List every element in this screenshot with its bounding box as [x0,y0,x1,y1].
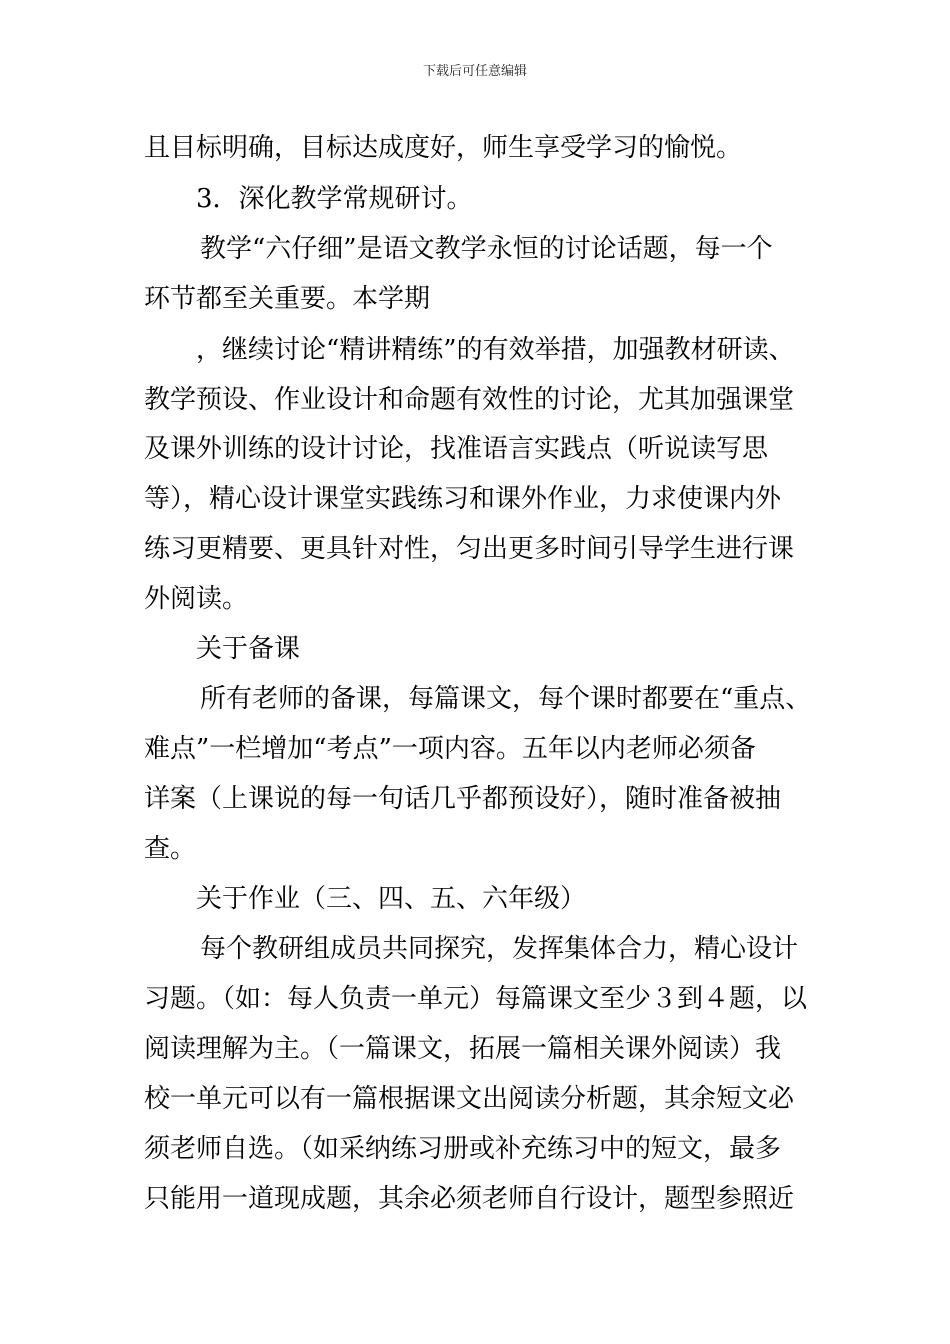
section-heading: 关于备课 [196,634,301,664]
text-line: 难点”一栏增加“考点”一项内容。五年以内老师必须备 [144,734,756,764]
text-line: ，继续讨论“精讲精练”的有效举措，加强教材研读、 [196,335,795,365]
page-header: 下载后可任意编辑 [422,64,527,79]
text-line: 只能用一道现成题，其余必须老师自行设计，题型参照近 [144,1184,795,1214]
text-line: 教学预设、作业设计和命题有效性的讨论，尤其加强课堂 [144,385,795,415]
text-line: 习题。（如：每人负责一单元）每篇课文至少３到４题，以 [144,984,808,1014]
text-line: 3．深化教学常规研讨。 [196,184,473,214]
text-line: 阅读理解为主。（一篇课文，拓展一篇相关课外阅读）我 [144,1034,782,1064]
text-line: 须老师自选。（如采纳练习册或补充练习中的短文，最多 [144,1134,782,1164]
text-line: 外阅读。 [144,584,249,614]
text-line: 所有老师的备课，每篇课文，每个课时都要在“重点、 [200,684,812,714]
text-line: 每个教研组成员共同探究，发挥集体合力，精心设计 [200,934,799,964]
text-line: 及课外训练的设计讨论，找准语言实践点（听说读写思 [144,434,769,464]
text-line: 查。 [144,834,197,864]
text-line: 练习更精要、更具针对性，匀出更多时间引导学生进行课 [144,534,795,564]
text-line: 等），精心设计课堂实践练习和课外作业，力求使课内外 [144,484,782,514]
text-line: 环节都至关重要。本学期 [144,284,431,314]
section-heading: 关于作业（三、四、五、六年级） [196,884,587,914]
text-line: 详案（上课说的每一句话几乎都预设好），随时准备被抽 [144,784,782,814]
text-line: 且目标明确，目标达成度好，师生享受学习的愉悦。 [144,133,743,163]
text-line: 校一单元可以有一篇根据课文出阅读分析题，其余短文必 [144,1084,795,1114]
text-line: 教学“六仔细”是语文教学永恒的讨论话题，每一个 [200,234,773,264]
